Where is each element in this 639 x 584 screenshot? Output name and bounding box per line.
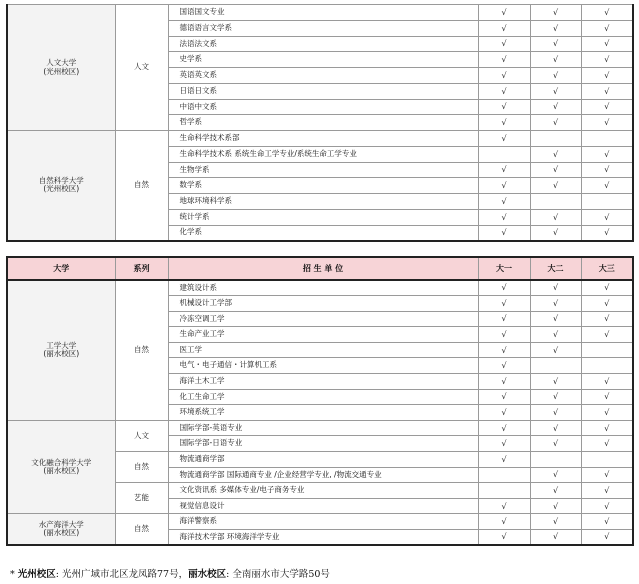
year2-mark — [530, 194, 581, 210]
year2-mark: √ — [530, 178, 581, 194]
year3-mark: √ — [581, 405, 633, 421]
unit-cell: 史学系 — [168, 52, 478, 68]
unit-cell: 德语语言文学系 — [168, 20, 478, 36]
year3-mark — [581, 131, 633, 147]
year3-mark: √ — [581, 146, 633, 162]
unit-cell: 视觉信息设计 — [168, 498, 478, 514]
header-unit: 招 生 单 位 — [168, 257, 478, 280]
year2-mark: √ — [530, 162, 581, 178]
series-cell: 艺能 — [115, 483, 168, 514]
year2-mark: √ — [530, 374, 581, 390]
header-university: 大学 — [7, 257, 115, 280]
unit-cell: 英语英文系 — [168, 68, 478, 84]
year2-mark — [530, 452, 581, 468]
year3-mark: √ — [581, 498, 633, 514]
year1-mark: √ — [478, 5, 530, 21]
unit-cell: 国际学部-英语专业 — [168, 420, 478, 436]
year3-mark: √ — [581, 296, 633, 312]
unit-cell: 建筑设计系 — [168, 280, 478, 296]
year1-mark: √ — [478, 296, 530, 312]
series-cell: 自然 — [115, 280, 168, 420]
year3-mark: √ — [581, 178, 633, 194]
year1-mark: √ — [478, 68, 530, 84]
unit-cell: 化工生命工学 — [168, 389, 478, 405]
year3-mark — [581, 194, 633, 210]
year2-mark — [530, 358, 581, 374]
unit-cell: 国语国文专业 — [168, 5, 478, 21]
table-row — [7, 5, 633, 21]
year2-mark: √ — [530, 83, 581, 99]
university-cell: 水产海洋大学 (丽水校区) — [7, 514, 115, 545]
unit-cell: 电气・电子通信・计算机工系 — [168, 358, 478, 374]
year2-mark: √ — [530, 483, 581, 499]
year1-mark: √ — [478, 327, 530, 343]
year2-mark: √ — [530, 296, 581, 312]
year3-mark: √ — [581, 280, 633, 296]
year3-mark: √ — [581, 68, 633, 84]
year1-mark: √ — [478, 83, 530, 99]
year2-mark: √ — [530, 436, 581, 452]
year1-mark: √ — [478, 436, 530, 452]
unit-cell: 生命科学技术系部 — [168, 131, 478, 147]
unit-cell: 环境系统工学 — [168, 405, 478, 421]
year3-mark: √ — [581, 389, 633, 405]
year3-mark: √ — [581, 99, 633, 115]
year3-mark: √ — [581, 436, 633, 452]
year2-mark: √ — [530, 68, 581, 84]
year2-mark: √ — [530, 115, 581, 131]
series-cell: 自然 — [115, 131, 168, 241]
table-row — [7, 514, 633, 530]
year1-mark: √ — [478, 452, 530, 468]
year1-mark: √ — [478, 280, 530, 296]
year3-mark: √ — [581, 225, 633, 241]
year3-mark: √ — [581, 36, 633, 52]
unit-cell: 生物学系 — [168, 162, 478, 178]
year2-mark: √ — [530, 146, 581, 162]
year3-mark: √ — [581, 420, 633, 436]
unit-cell: 物流通商学部 — [168, 452, 478, 468]
year2-mark: √ — [530, 5, 581, 21]
year1-mark — [478, 483, 530, 499]
year2-mark: √ — [530, 311, 581, 327]
year1-mark: √ — [478, 115, 530, 131]
year3-mark — [581, 342, 633, 358]
year3-mark: √ — [581, 115, 633, 131]
year3-mark: √ — [581, 311, 633, 327]
year1-mark: √ — [478, 342, 530, 358]
year2-mark: √ — [530, 389, 581, 405]
year2-mark: √ — [530, 280, 581, 296]
footnote-campus1-label: 光州校区 — [17, 569, 56, 580]
year1-mark: √ — [478, 514, 530, 530]
unit-cell: 医工学 — [168, 342, 478, 358]
year2-mark: √ — [530, 327, 581, 343]
year2-mark: √ — [530, 420, 581, 436]
year1-mark: √ — [478, 20, 530, 36]
year1-mark: √ — [478, 311, 530, 327]
year3-mark: √ — [581, 514, 633, 530]
year2-mark: √ — [530, 514, 581, 530]
year2-mark: √ — [530, 52, 581, 68]
year2-mark: √ — [530, 209, 581, 225]
unit-cell: 生命产业工学 — [168, 327, 478, 343]
year3-mark: √ — [581, 327, 633, 343]
year3-mark: √ — [581, 530, 633, 546]
year1-mark — [478, 146, 530, 162]
year1-mark: √ — [478, 162, 530, 178]
year1-mark: √ — [478, 405, 530, 421]
year2-mark: √ — [530, 405, 581, 421]
admission-table-top — [6, 4, 634, 242]
unit-cell: 数学系 — [168, 178, 478, 194]
unit-cell: 冷冻空调工学 — [168, 311, 478, 327]
year3-mark — [581, 358, 633, 374]
unit-cell: 化学系 — [168, 225, 478, 241]
unit-cell: 文化资讯系 多媒体专业/电子商务专业 — [168, 483, 478, 499]
year2-mark: √ — [530, 467, 581, 483]
year3-mark: √ — [581, 83, 633, 99]
year1-mark: √ — [478, 358, 530, 374]
year1-mark: √ — [478, 374, 530, 390]
unit-cell: 物流通商学部 国际通商专业 /企业经营学专业, /物流交通专业 — [168, 467, 478, 483]
unit-cell: 哲学系 — [168, 115, 478, 131]
unit-cell: 统计学系 — [168, 209, 478, 225]
series-cell: 人文 — [115, 5, 168, 131]
year2-mark: √ — [530, 530, 581, 546]
series-cell: 自然 — [115, 452, 168, 483]
year2-mark: √ — [530, 36, 581, 52]
year1-mark: √ — [478, 36, 530, 52]
header-series: 系列 — [115, 257, 168, 280]
year3-mark: √ — [581, 209, 633, 225]
series-cell: 人文 — [115, 420, 168, 451]
unit-cell: 海洋土木工学 — [168, 374, 478, 390]
year1-mark: √ — [478, 178, 530, 194]
year2-mark: √ — [530, 225, 581, 241]
unit-cell: 海洋技术学部 环境海洋学专业 — [168, 530, 478, 546]
university-cell: 文化融合科学大学 (丽水校区) — [7, 420, 115, 514]
unit-cell: 日语日文系 — [168, 83, 478, 99]
header-year2: 大二 — [530, 257, 581, 280]
year3-mark: √ — [581, 467, 633, 483]
unit-cell: 法语法文系 — [168, 36, 478, 52]
year2-mark: √ — [530, 20, 581, 36]
footnote-campus1-address: : 光州广域市北区龙凤路77号， — [55, 569, 189, 580]
header-year3: 大三 — [581, 257, 633, 280]
year1-mark: √ — [478, 99, 530, 115]
year1-mark: √ — [478, 131, 530, 147]
year3-mark: √ — [581, 52, 633, 68]
year2-mark: √ — [530, 342, 581, 358]
unit-cell: 生命科学技术系 系统生命工学专业/系统生命工学专业 — [168, 146, 478, 162]
footnote-campus2-label: 丽水校区 — [188, 569, 227, 580]
year3-mark: √ — [581, 374, 633, 390]
unit-cell: 地球环境科学系 — [168, 194, 478, 210]
admission-table-bottom — [6, 256, 634, 546]
year1-mark: √ — [478, 420, 530, 436]
table-row — [7, 131, 633, 147]
year1-mark: √ — [478, 52, 530, 68]
year2-mark: √ — [530, 498, 581, 514]
year1-mark: √ — [478, 225, 530, 241]
year2-mark — [530, 131, 581, 147]
year1-mark: √ — [478, 209, 530, 225]
table-row — [7, 280, 633, 296]
year1-mark: √ — [478, 389, 530, 405]
table-header-row — [7, 257, 633, 280]
year3-mark: √ — [581, 5, 633, 21]
university-cell: 自然科学大学 (光州校区) — [7, 131, 115, 241]
unit-cell: 机械设计工学部 — [168, 296, 478, 312]
year1-mark: √ — [478, 530, 530, 546]
year2-mark: √ — [530, 99, 581, 115]
year1-mark: √ — [478, 194, 530, 210]
series-cell: 自然 — [115, 514, 168, 545]
unit-cell: 国际学部-日语专业 — [168, 436, 478, 452]
unit-cell: 中语中文系 — [168, 99, 478, 115]
campus-address-footnote — [10, 566, 330, 580]
unit-cell: 海洋警察系 — [168, 514, 478, 530]
year1-mark: √ — [478, 498, 530, 514]
footnote-campus2-address: : 全南丽水市大学路50号 — [226, 569, 330, 580]
footnote-bullet: * — [10, 569, 15, 580]
year3-mark: √ — [581, 20, 633, 36]
header-year1: 大一 — [478, 257, 530, 280]
year1-mark — [478, 467, 530, 483]
year3-mark — [581, 452, 633, 468]
table-row — [7, 420, 633, 436]
year3-mark: √ — [581, 483, 633, 499]
university-cell: 人文大学 (光州校区) — [7, 5, 115, 131]
year3-mark: √ — [581, 162, 633, 178]
university-cell: 工学大学 (丽水校区) — [7, 280, 115, 420]
